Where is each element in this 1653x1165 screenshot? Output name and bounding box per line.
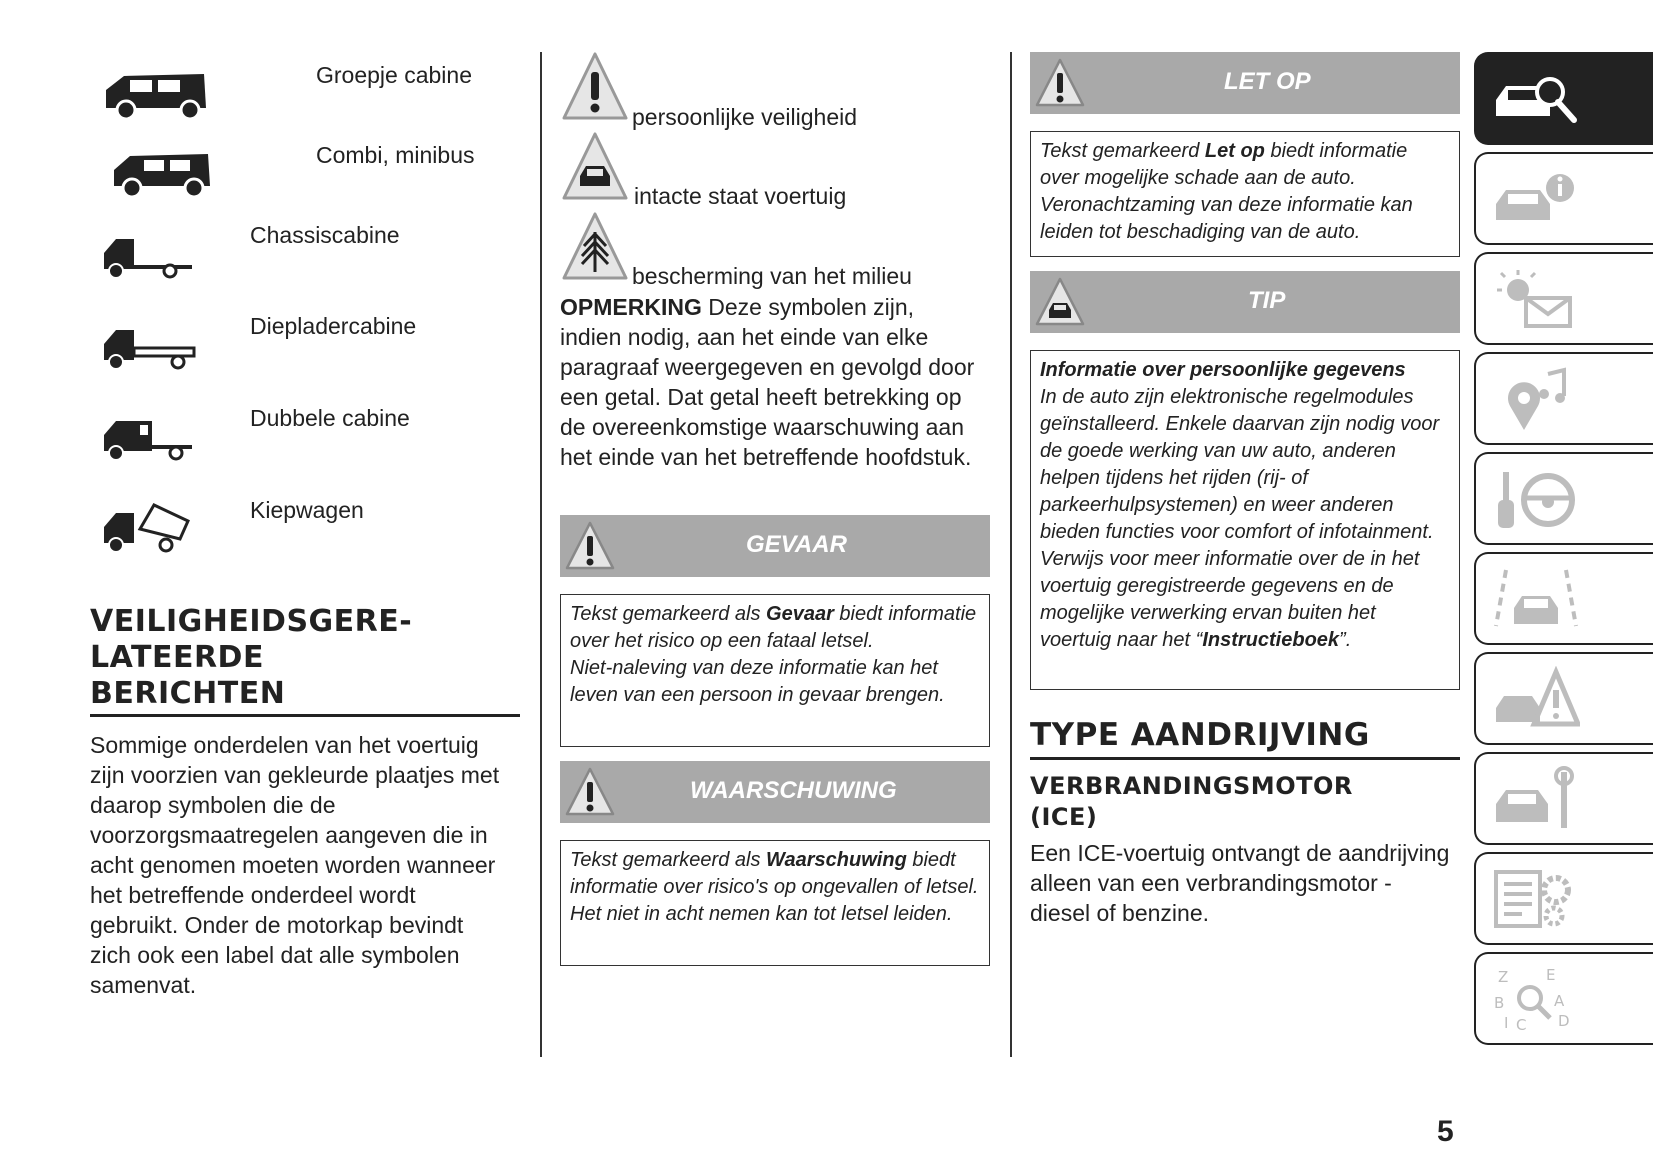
- vehicle-label: Combi, minibus: [316, 142, 475, 168]
- column-divider: [540, 52, 542, 1057]
- section-paragraph: Sommige onderdelen van het voertuig zijn voorzien van gekleurde plaatjes met daarop symbolen die de voorzorgsmaatregelen aangeven die in acht genomen moeten worden wanneer het betreffende onderdeel wordt gebruikt. Onder de motorkap bevindt zich ook een label dat alle symbolen samenvat.: [90, 732, 500, 998]
- gevaar-title: GEVAAR: [746, 531, 847, 558]
- letop-box: Tekst gemarkeerd Let op biedt informatie over mogelijke schade aan de auto. Veronachtzaming van deze informatie kan leiden tot beschadiging van de auto.: [1030, 131, 1460, 257]
- svg-text:C: C: [1516, 1016, 1527, 1032]
- exclamation-warning-icon: [1034, 57, 1086, 109]
- sound-location-icon: [1492, 366, 1580, 432]
- svg-text:I: I: [1504, 1014, 1509, 1032]
- car-warning-icon: [560, 130, 630, 202]
- symbol-label: intacte staat voertuig: [634, 183, 847, 209]
- double-cab-icon: [100, 405, 210, 475]
- svg-text:E: E: [1546, 966, 1556, 984]
- waarschuwing-bar: [560, 761, 990, 823]
- exclamation-warning-icon: [564, 766, 616, 818]
- van-combi-icon: [108, 138, 218, 208]
- vehicle-label: Chassiscabine: [250, 222, 400, 248]
- document-gear-icon: [1492, 866, 1580, 932]
- column-divider: [1010, 52, 1012, 1057]
- tab-technical-data[interactable]: [1474, 852, 1653, 945]
- van-group-cabin-icon: [100, 58, 210, 128]
- car-info-icon: [1492, 166, 1580, 232]
- light-message-icon: [1492, 266, 1580, 332]
- tab-emergency[interactable]: [1474, 652, 1653, 745]
- tab-start-driving[interactable]: [1474, 452, 1653, 545]
- key-steering-wheel-icon: [1492, 466, 1580, 532]
- letop-bar: [1030, 52, 1460, 114]
- gevaar-bar: [560, 515, 990, 577]
- tab-car-info[interactable]: [1474, 152, 1653, 245]
- tab-safety[interactable]: [1474, 552, 1653, 645]
- exclamation-warning-icon: [560, 50, 630, 122]
- gevaar-box: Tekst gemarkeerd als Gevaar biedt informatie over het risico op een fataal letsel. Niet-naleving van deze informatie kan het leven van een persoon in gevaar brengen.: [560, 594, 990, 747]
- vehicle-label: Dubbele cabine: [250, 405, 410, 431]
- tab-lights-messages[interactable]: [1474, 252, 1653, 345]
- page-number: 5: [1437, 1115, 1454, 1148]
- car-warning-icon: [1034, 276, 1086, 328]
- ice-paragraph: Een ICE-voertuig ontvangt de aandrijving alleen van een verbrandingsmotor - diesel of benzine.: [1030, 840, 1450, 926]
- svg-text:Z: Z: [1498, 968, 1509, 986]
- tip-title: TIP: [1248, 287, 1286, 314]
- tip-box: Informatie over persoonlijke gegevens In de auto zijn elektronische regelmodules geïnstalleerd. Enkele daarvan zijn nodig voor de goede werking van uw auto, anderen helpen tijdens het rijden (rij- of parkeerhulpsystemen) en weer anderen bieden functies voor comfort of infotainment. Verwijs voor meer informatie over de in het voertuig geregistreerde gegevens en de mogelijke verwerking ervan buiten het voertuig naar het “Instructieboek”.: [1030, 350, 1460, 690]
- exclamation-warning-icon: [564, 520, 616, 572]
- index-search-icon: [1492, 966, 1580, 1032]
- note-paragraph: OPMERKING Deze symbolen zijn, indien nodig, aan het einde van elke paragraaf weergegeven en gevolgd door een getal. Dat getal heeft betrekking op de overeenkomstige waarschuwing aan het einde van het betreffende hoofdstuk.: [560, 294, 975, 470]
- svg-text:D: D: [1558, 1012, 1570, 1030]
- symbol-label: persoonlijke veiligheid: [632, 104, 858, 130]
- tab-index[interactable]: [1474, 952, 1653, 1045]
- heading-rule: [1030, 757, 1460, 760]
- tip-bar: [1030, 271, 1460, 333]
- tree-warning-icon: [560, 210, 630, 282]
- heading-rule: [90, 714, 520, 717]
- symbol-label: bescherming van het milieu: [632, 263, 912, 289]
- car-wrench-icon: [1492, 766, 1580, 832]
- type-aandrijving-heading: TYPE AANDRIJVING: [1030, 717, 1370, 753]
- letop-title: LET OP: [1224, 68, 1311, 95]
- tab-maintenance[interactable]: [1474, 752, 1653, 845]
- tab-car-search[interactable]: [1474, 52, 1653, 145]
- svg-text:A: A: [1554, 992, 1565, 1010]
- svg-text:B: B: [1494, 994, 1505, 1012]
- chassis-cab-icon: [100, 225, 210, 295]
- section-heading: VEILIGHEIDSGERE- LATEERDE BERICHTEN: [90, 604, 413, 711]
- waarschuwing-title: WAARSCHUWING: [690, 777, 897, 804]
- vehicle-label: Groepje cabine: [316, 62, 472, 88]
- low-loader-cab-icon: [100, 314, 210, 384]
- tab-audio-navigation[interactable]: [1474, 352, 1653, 445]
- vehicle-label: Kiepwagen: [250, 497, 364, 523]
- vehicle-label: Diepladercabine: [250, 313, 417, 339]
- ice-subheading: VERBRANDINGSMOTOR (ICE): [1030, 772, 1353, 831]
- tipper-truck-icon: [100, 495, 210, 565]
- car-emergency-icon: [1492, 666, 1580, 732]
- waarschuwing-box: Tekst gemarkeerd als Waarschuwing biedt informatie over risico's op ongevallen of letsel. Het niet in acht nemen kan tot letsel leiden.: [560, 840, 990, 966]
- car-search-icon: [1492, 66, 1580, 132]
- lane-assist-icon: [1492, 566, 1580, 632]
